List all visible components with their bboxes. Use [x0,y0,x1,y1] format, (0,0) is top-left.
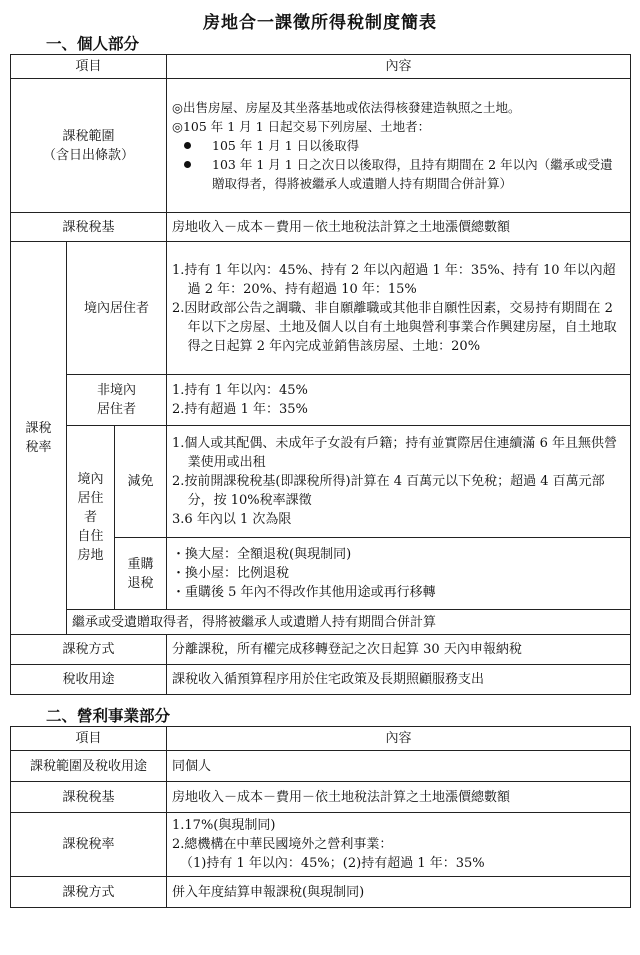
bullet-item: 105 年 1 月 1 日以後取得 [172,136,625,155]
individual-table [10,54,631,695]
scope-content: ◎出售房屋、房屋及其坐落基地或依法得核發建造執照之土地。 ◎105 年 1 月 1 日起交易下列房屋、土地者： 105 年 1 月 1 日以後取得 103 年 1 月 1 日之次日以後取得，且持有期間在 2 年以內（繼承或受遺贈取得者，得將被繼承人或遺贈人持有期間合併計算） [167,79,631,213]
biz-method-content: 併入年度結算申報課稅(與現制同) [167,877,631,908]
usage-content: 課稅收入循預算程序用於住宅政策及長期照顧服務支出 [167,665,631,695]
resident-content: 1.持有 1 年以內：45%、持有 2 年以內超過 1 年：35%、持有 10 年以內超過 2 年：20%、持有超過 10 年：15% 2.因財政部公告之調職、非自願離職或其他非自願性因素，交易持有期間在 2 年以下之房屋、土地及個人以自有土地與營利事業合作興建房屋，自土地取得之日起算 2 年內完成並銷售該房屋、土地：20% [167,242,631,375]
base-label: 課稅稅基 [11,213,167,242]
resident-label: 境內居住者 [67,242,167,375]
biz-base-content: 房地收入－成本－費用－依土地稅法計算之土地漲價總數額 [167,782,631,813]
rebuy-content: ・換大屋：全額退稅(與現制同) ・換小屋：比例退稅 ・重購後 5 年內不得改作其他用途或再行移轉 [167,538,631,610]
biz-rate-content: 1.17%(與現制同) 2.總機構在中華民國境外之營利事業： （1)持有 1 年以內：45%；(2)持有超過 1 年：35% [167,813,631,877]
exempt-label: 減免 [115,426,167,538]
home-label: 境內 居住 者 自住 房地 [67,426,115,610]
bullet-item: 103 年 1 月 1 日之次日以後取得，且持有期間在 2 年以內（繼承或受遺贈取得者，得將被繼承人或遺贈人持有期間合併計算） [172,155,625,193]
header-item: 項目 [11,727,167,751]
biz-base-label: 課稅稅基 [11,782,167,813]
biz-scope-content: 同個人 [167,751,631,782]
nonresident-label: 非境內 居住者 [67,375,167,426]
method-label: 課稅方式 [11,635,167,665]
biz-method-label: 課稅方式 [11,877,167,908]
header-content: 內容 [167,55,631,79]
exempt-content: 1.個人或其配偶、未成年子女設有戶籍；持有並實際居住連續滿 6 年且無供營業使用或出租 2.按前開課稅稅基(即課稅所得)計算在 4 百萬元以下免稅；超過 4 百萬元部分，按 10%稅率課徵 3.6 年內以 1 次為限 [167,426,631,538]
section-heading-individual: 一、個人部分 [46,34,140,53]
biz-rate-label: 課稅稅率 [11,813,167,877]
rate-label: 課稅 稅率 [11,242,67,635]
page-title: 房地合一課徵所得稅制度簡表 [203,13,437,33]
inherit-note: 繼承或受遺贈取得者，得將被繼承人或遺贈人持有期間合併計算 [67,610,631,635]
nonresident-content: 1.持有 1 年以內：45% 2.持有超過 1 年：35% [167,375,631,426]
section-heading-business: 二、營利事業部分 [46,706,171,725]
header-content: 內容 [167,727,631,751]
method-content: 分離課稅，所有權完成移轉登記之次日起算 30 天內申報納稅 [167,635,631,665]
scope-label: 課稅範圍 （含日出條款） [11,79,167,213]
business-table [10,726,631,908]
biz-scope-label: 課稅範圍及稅收用途 [11,751,167,782]
usage-label: 稅收用途 [11,665,167,695]
header-item: 項目 [11,55,167,79]
rebuy-label: 重購 退稅 [115,538,167,610]
base-content: 房地收入－成本－費用－依土地稅法計算之土地漲價總數額 [167,213,631,242]
